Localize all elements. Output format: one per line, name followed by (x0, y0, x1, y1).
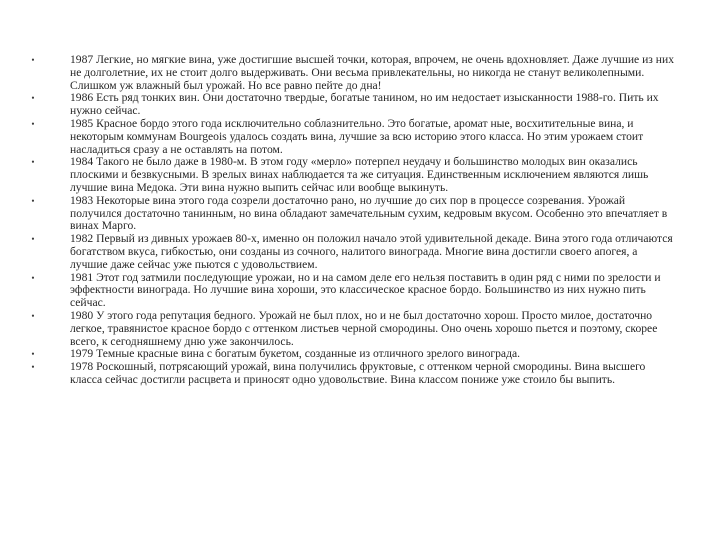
list-item (28, 233, 678, 271)
bullet-icon: • (31, 118, 35, 129)
list-item (28, 195, 678, 233)
list-item (28, 118, 678, 156)
bullet-icon: • (31, 349, 35, 360)
list-item (28, 156, 678, 194)
bullet-icon: • (31, 272, 35, 283)
bullet-icon: • (31, 157, 35, 168)
list-item-text: 1981 Этот год затмили последующие урожаи, но и на самом деле его нельзя поставить в один ряд с ними по зрелости и эффектности винограда. Но лучшие вина хороши, это классическое красное бордо. Большинство из них нужно пить сейчас. (70, 270, 661, 310)
list-item-text: 1982 Первый из дивных урожаев 80-х, именно он положил начало этой удивительной декаде. Вина этого года отличаются богатством вкуса, гибкостью, они созданы из сочного, налитого винограда. Многие вина достигли своего апогея, а лучшие даже сейчас уже пьются с удовольствием. (70, 232, 673, 271)
list-item-text: 1978 Роскошный, потрясающий урожай, вина получились фруктовые, с оттенком черной смородины. Вина высшего класса сейчас достигли расцвета и приносят одно удовольствие. Вина классом пониже уже стоило бы выпить. (70, 360, 646, 386)
list-item-text: 1987 Легкие, но мягкие вина, уже достигшие высшей точки, которая, впрочем, не очень вдохновляет. Даже лучшие из них не долголетние, их не стоит долго выдерживать. Они весьма привлекательны, но никогда не станут великолепными. Слишком уж влажный был урожай. Но все равно пейте до дна! (70, 53, 674, 92)
vintage-list (28, 54, 678, 387)
list-item-text: 1985 Красное бордо этого года исключительно соблазнительно. Это богатые, аромат ные, восхитительные вина, и некоторым коммунам Bourgeois удалось создать вина, лучшие за всю историю этого класса. Но этим урожаем стоит насладиться сразу а не оставлять на потом. (70, 116, 644, 156)
list-item-text: 1980 У этого года репутация бедного. Урожай не был плох, но и не был достаточно хорош. Просто милое, достаточно легкое, травянистое красное бордо с оттенком листьев черной смородины. Оно очень хорошо пьется и поэтому, скорее всего, к сегодняшнему дню уже закончилось. (70, 308, 658, 348)
list-item-text: 1986 Есть ряд тонких вин. Они достаточно твердые, богатые танином, но им недостает изысканности 1988-го. Пить их нужно сейчас. (70, 91, 659, 118)
list-item (28, 361, 678, 387)
bullet-icon: • (31, 234, 35, 245)
bullet-icon: • (31, 362, 35, 373)
bullet-icon: • (31, 310, 35, 321)
list-item (28, 54, 678, 92)
list-item-text: 1984 Такого не было даже в 1980-м. В этом году «мерло» потерпел неудачу и большинство молодых вин оказались плоскими и безвкусными. В зрелых винах наблюдается та же ситуация. Единственным исключением являются лишь лучшие вина Медока. Эти вина нужно выпить сейчас или вообще выкинуть. (70, 155, 649, 194)
bullet-icon: • (31, 195, 35, 206)
list-item-text: 1979 Темные красные вина с богатым букетом, созданные из отличного зрелого винограда. (70, 347, 521, 361)
bullet-icon: • (31, 93, 35, 104)
list-item (28, 272, 678, 310)
list-item (28, 92, 678, 118)
list-item-text: 1983 Некоторые вина этого года созрели достаточно рано, но лучшие до сих пор в процессе созревания. Урожай получился достаточно танинным, но вина обладают замечательным сухим, кедровым вкусом. Особенно это впечатляет в винах Марго. (70, 193, 668, 233)
list-item (28, 310, 678, 348)
bullet-icon: • (31, 55, 35, 65)
